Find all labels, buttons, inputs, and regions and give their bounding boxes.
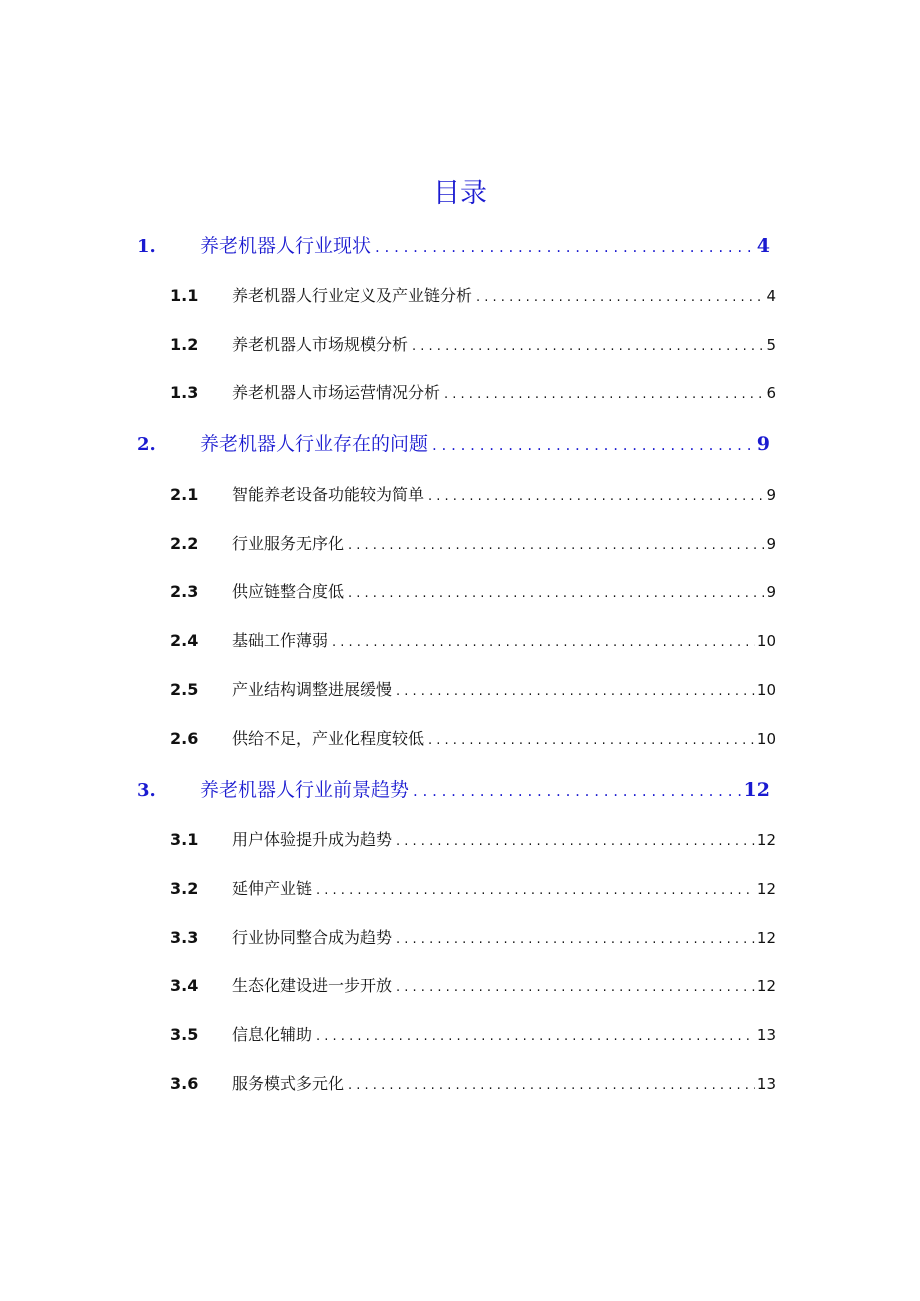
section-label: 基础工作薄弱 xyxy=(232,631,329,650)
dot-leader xyxy=(396,830,755,854)
chapter-number: 3. xyxy=(137,780,156,801)
section-page-number: 12 xyxy=(756,929,776,947)
dot-leader xyxy=(375,233,755,261)
section-label: 产业结构调整进展缓慢 xyxy=(232,680,393,699)
chapter-number: 1. xyxy=(137,236,156,257)
section-number: 2.4 xyxy=(170,631,199,650)
toc-section-2-4[interactable] xyxy=(170,629,776,653)
dot-leader xyxy=(476,286,764,310)
section-number: 1.1 xyxy=(170,286,199,305)
dot-leader xyxy=(396,680,755,704)
section-page-number: 4 xyxy=(766,287,776,305)
section-label: 养老机器人市场规模分析 xyxy=(232,335,409,354)
section-page-number: 12 xyxy=(756,977,776,995)
dot-leader xyxy=(412,335,764,359)
toc-section-3-6[interactable] xyxy=(170,1072,776,1096)
dot-leader xyxy=(428,485,764,509)
toc-section-2-2[interactable] xyxy=(170,532,776,556)
section-number: 2.1 xyxy=(170,485,199,504)
dot-leader xyxy=(348,534,764,558)
toc-section-3-5[interactable] xyxy=(170,1023,776,1047)
section-number: 2.3 xyxy=(170,582,199,601)
chapter-label: 养老机器人行业存在的问题 xyxy=(200,433,429,455)
section-label: 延伸产业链 xyxy=(232,879,313,898)
dot-leader xyxy=(428,729,755,753)
section-label: 供给不足，产业化程度较低 xyxy=(232,729,425,748)
toc-chapter-1[interactable] xyxy=(137,232,770,260)
dot-leader xyxy=(332,631,755,655)
toc-section-2-3[interactable] xyxy=(170,580,776,604)
toc-section-3-4[interactable] xyxy=(170,974,776,998)
toc-title: 目录 xyxy=(433,178,487,209)
section-label: 行业服务无序化 xyxy=(232,534,345,553)
section-label: 供应链整合度低 xyxy=(232,582,345,601)
section-page-number: 10 xyxy=(756,730,776,748)
toc-chapter-3[interactable] xyxy=(137,776,770,804)
section-page-number: 5 xyxy=(766,336,776,354)
toc-section-1-1[interactable] xyxy=(170,284,776,308)
section-number: 3.5 xyxy=(170,1025,199,1044)
section-number: 1.2 xyxy=(170,335,199,354)
chapter-page-number: 9 xyxy=(756,433,770,455)
toc-section-2-5[interactable] xyxy=(170,678,776,702)
dot-leader xyxy=(348,582,764,606)
section-page-number: 12 xyxy=(756,880,776,898)
section-number: 3.2 xyxy=(170,879,199,898)
toc-section-3-2[interactable] xyxy=(170,877,776,901)
toc-section-2-6[interactable] xyxy=(170,727,776,751)
section-page-number: 9 xyxy=(766,583,776,601)
section-page-number: 12 xyxy=(756,831,776,849)
dot-leader xyxy=(316,879,755,903)
toc-chapter-2[interactable] xyxy=(137,430,770,458)
section-label: 养老机器人市场运营情况分析 xyxy=(232,383,441,402)
section-number: 3.3 xyxy=(170,928,199,947)
section-label: 生态化建设进一步开放 xyxy=(232,976,393,995)
dot-leader xyxy=(444,383,764,407)
chapter-page-number: 4 xyxy=(756,235,770,257)
dot-leader xyxy=(432,431,755,459)
section-number: 2.5 xyxy=(170,680,199,699)
section-number: 2.2 xyxy=(170,534,199,553)
section-page-number: 13 xyxy=(756,1075,776,1093)
toc-section-1-3[interactable] xyxy=(170,381,776,405)
dot-leader xyxy=(348,1074,755,1098)
section-number: 2.6 xyxy=(170,729,199,748)
dot-leader xyxy=(413,777,742,805)
chapter-label: 养老机器人行业前景趋势 xyxy=(200,779,410,801)
section-page-number: 10 xyxy=(756,632,776,650)
dot-leader xyxy=(316,1025,755,1049)
section-number: 3.4 xyxy=(170,976,199,995)
section-number: 3.6 xyxy=(170,1074,199,1093)
chapter-label: 养老机器人行业现状 xyxy=(200,235,372,257)
section-page-number: 9 xyxy=(766,486,776,504)
section-number: 3.1 xyxy=(170,830,199,849)
toc-section-3-1[interactable] xyxy=(170,828,776,852)
chapter-page-number: 12 xyxy=(743,779,770,801)
section-label: 信息化辅助 xyxy=(232,1025,313,1044)
toc-section-3-3[interactable] xyxy=(170,926,776,950)
section-label: 服务模式多元化 xyxy=(232,1074,345,1093)
section-label: 智能养老设备功能较为简单 xyxy=(232,485,425,504)
toc-section-2-1[interactable] xyxy=(170,483,776,507)
dot-leader xyxy=(396,976,755,1000)
section-number: 1.3 xyxy=(170,383,199,402)
toc-section-1-2[interactable] xyxy=(170,333,776,357)
section-label: 养老机器人行业定义及产业链分析 xyxy=(232,286,473,305)
section-label: 用户体验提升成为趋势 xyxy=(232,830,393,849)
section-page-number: 6 xyxy=(766,384,776,402)
section-page-number: 9 xyxy=(766,535,776,553)
section-label: 行业协同整合成为趋势 xyxy=(232,928,393,947)
chapter-number: 2. xyxy=(137,434,156,455)
section-page-number: 10 xyxy=(756,681,776,699)
section-page-number: 13 xyxy=(756,1026,776,1044)
dot-leader xyxy=(396,928,755,952)
